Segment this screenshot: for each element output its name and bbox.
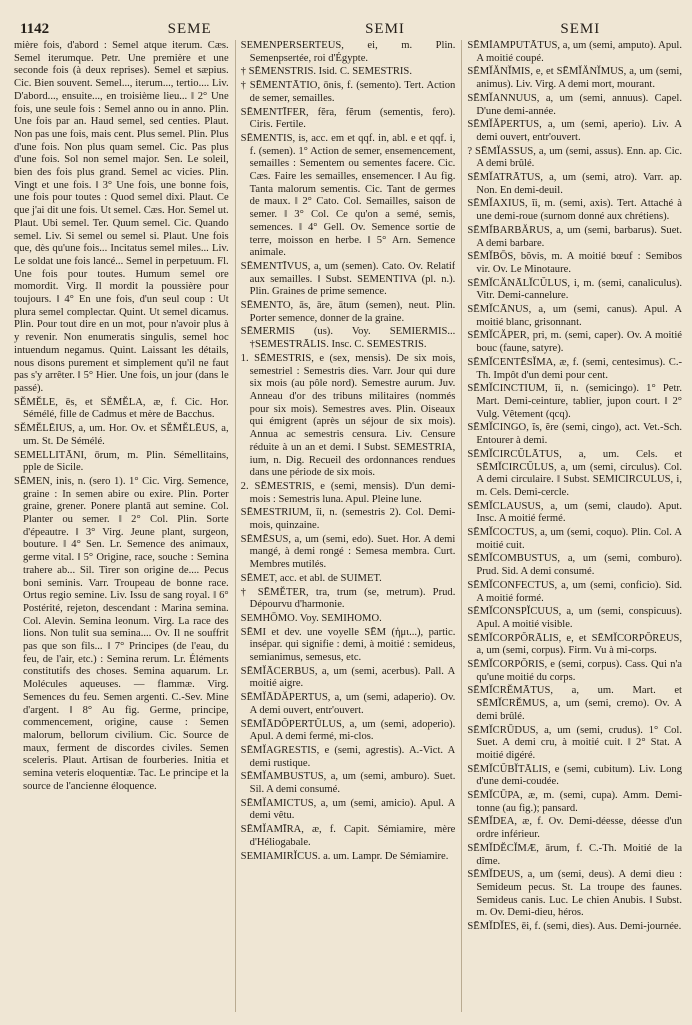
text-columns: [14, 40, 682, 1012]
dictionary-entry: 1. SĒMESTRIS, e (sex, mensis). De six mois, semestriel : Semestris dies. Varr. Jour qui dure six mois (au pôle nord). Semestre aurum. Juv. Anneau d'or des tribuns militaires (nommés pour six mois). Semestres aves. Plin. Oiseaux qui émigrent (après un séjour de six mois). Annua ac semestris censura. Liv. Censure réduite à un an et demi. ‖ Subst. SEMESTRIA, ium, n. Dig. Recueil des ordonnances rendues dans une période de six mois.: [240, 352, 456, 479]
dictionary-entry: † SĒMENTĀTIO, ōnis, f. (semento). Tert. Action de semer, semailles.: [240, 80, 456, 104]
dictionary-entry: SEMENPERSERTEŬS, ei, m. Plin. Semenpsertée, roi d'Égypte.: [240, 40, 456, 64]
dictionary-entry: SĒMĬANNUUS, a, um (semi, annuus). Capel. D'une demi-année.: [467, 92, 682, 117]
dictionary-entry: SĒMĬCŬBĬTĀLIS, e (semi, cubitum). Liv. Long d'une demi-coudée.: [467, 763, 682, 788]
dictionary-entry: SEMELLITĀNI, ōrum, m. Plin. Sémellitains, pple de Sicile.: [14, 449, 229, 474]
dictionary-entry: SĒMĬBARBĂRUS, a, um (semi, barbarus). Suet. A demi barbare.: [467, 224, 682, 249]
page-header: [20, 14, 678, 38]
dictionary-entry: SĒMĬCRŪDUS, a, um (semi, crudus). 1° Col. Suet. A demi cru, à moitié cuit. ‖ 2° Stat. A moitié digéré.: [467, 724, 682, 761]
dictionary-entry: SĒMĬDĔCĬMÆ, ārum, f. C.-Th. Moitié de la dîme.: [467, 842, 682, 867]
page-number: 1142: [20, 21, 50, 37]
dictionary-entry: SĒMĬCINCTIUM, ĭi, n. (semicingo). 1° Petr. Mart. Demi-ceinture, tablier, jupon court. ‖ 2° Vulg. Vêtement (qcq).: [467, 383, 682, 420]
dictionary-entry: SĒMĬĀCERBUS, a, um (semi, acerbus). Pall. A moitié aigre.: [240, 665, 456, 690]
dictionary-entry: SĒMĬAMICTUS, a, um (semi, amicio). Apul. A demi vêtu.: [240, 797, 456, 822]
dictionary-entry: SĒMĬCLAUSUS, a, um (semi, claudo). Aput. Insc. A moitié fermé.: [467, 500, 682, 525]
dictionary-entry: SĒMĬCŪPA, æ, m. (semi, cupa). Amm. Demi-tonne (au fig.); pansard.: [467, 790, 682, 814]
dictionary-entry: mière fois, d'abord : Semel atque iterum. Cæs. Semel iterumque. Petr. Une première et une seconde fois (à deux reprises). Semel et sæpius. Cic. Bien souvent. Semel..., iterum..., tertio.... Liv. D'abord..., ensuite..., en troisième lieu... ‖ 2° Une fois, une seule fois : Semel anno ou in anno. Plin. Une fois par an. Haud semel, sed centies. Plaut. Non pas une fois, mais cent. Plus semel. Plin. Plus d'une fois. Non plus quam semel. Cic. Pas plus d'une fois. Sol non semel major. Sen. Le soleil, bien des fois plus grand. Semel ac vicies. Plin. Vingt et une fois. ‖ 3° Une fois, une bonne fois, une fois pour toutes : Quod semel dixi. Plaut. Ce que j'ai dit une fois. Ut semel. Cæs. Hor. Semel ut. Plaut. Ubi semel. Ter. Quum semel. Cic. Quando semel. Liv. Si semel ou semel si. Plaut. Une fois que, dès qu'une fois... Incitatus semel miles... Liv. Le soldat une fois lancé... Semel in perpetuum. Fl. Une fois pour toutes. Humum semel ore momordit. Virg. Il mordit la poussière pour toujours. ‖ 4° En une fois, d'un seul coup : Ut plura semel complectar. Quint. Ut semel dicamus. Plin. Pour tout dire en un mot, pour n'avoir plus à y revenir. Non enumeratis singulis, semel hoc intuendum negamus. Quint. Laissant les détails, nous disons purement et simplement qu'il ne faut pas s'y arrêter. ‖ 5° Hier. Une fois, un jour (dans le passé).: [14, 40, 229, 394]
dictionary-entry: SĒMĬCIRCŬLĀTUS, a, um. Cels. et SĒMĬCIRCŬLUS, a, um (semi, circulus). Col. A demi circulaire. ‖ Subst. SEMICIRCULUS, i, m. Cels. Demi-cercle.: [467, 448, 682, 498]
dictionary-entry: SĒMERMIS (us). Voy. SEMIERMIS... †SEMESTRĀLIS. Insc. C. SEMESTRIS.: [240, 326, 456, 351]
dictionary-entry: SĒMĬAMĪRA, æ, f. Capit. Sémiamire, mère d'Héliogabale.: [240, 824, 456, 848]
center-running-headword: SEMI: [365, 21, 405, 37]
dictionary-entry: SĔMĔLĒIUS, a, um. Hor. Ov. et SĔMĔLĒUS, a, um. St. De Sémélé.: [14, 423, 229, 447]
column-right: [461, 40, 682, 1012]
dictionary-entry: SĔMĔLE, ēs, et SĔMĔLA, æ, f. Cic. Hor. Sémélé, fille de Cadmus et mère de Bacchus.: [14, 396, 229, 421]
dictionary-entry: SĒMESTRIUM, ĭi, n. (semestris 2). Col. Demi-mois, quinzaine.: [240, 507, 456, 532]
dictionary-entry: SĒMĬDEUS, a, um (semi, deus). A demi dieu : Semideum pecus. St. La troupe des faunes. Semideus canis. Luc. Le chien Anubis. ‖ Subst. m. Ov. Demi-dieu, héros.: [467, 869, 682, 919]
dictionary-entry: SĒMĬCRĔMĀTUS, a, um. Mart. et SĒMĬCRĔMUS, a, um (semi, cremo). Ov. A demi brûlé.: [467, 685, 682, 722]
dictionary-entry: SĒMENTĪVUS, a, um (semen). Cato. Ov. Relatif aux semailles. ‖ Subst. SEMENTIVA (pl. n.). Plin. Graines de prime semence.: [240, 260, 456, 298]
dictionary-entry: SĒMĬBŌS, bŏvis, m. A moitié bœuf : Semibos vir. Ov. Le Minotaure.: [467, 251, 682, 275]
dictionary-entry: SĒMĬCONSPĬCUUS, a, um (semi, conspicuus). Apul. A moitié visible.: [467, 606, 682, 630]
column-middle: [235, 40, 456, 1012]
dictionary-entry: † SĒMENSTRIS. Isid. C. SEMESTRIS.: [240, 66, 412, 78]
dictionary-entry: SĒMET, acc. et abl. de SUIMET.: [240, 572, 382, 584]
dictionary-entry: SĒMĬCORPŎRIS, e (semi, corpus). Cass. Qui n'a qu'une moitié du corps.: [467, 659, 682, 683]
dictionary-entry: SĒMĬCOMBUSTUS, a, um (semi, comburo). Prud. Sid. A demi consumé.: [467, 553, 682, 578]
dictionary-entry: SĒMĬDĬES, ēi, f. (semi, dies). Aus. Demi-journée.: [467, 921, 682, 933]
dictionary-entry: SĒMĬAMPŬTĀTUS, a, um (semi, amputo). Apul. A moitié coupé.: [467, 40, 682, 64]
dictionary-entry: SĒMĬCINGO, ĭs, ĕre (semi, cingo), act. Vet.-Sch. Entourer à demi.: [467, 422, 682, 447]
dictionary-entry: SĒMĬCĂNĀLĬCŬLUS, i, m. (semi, canaliculus). Vitr. Demi-cannelure.: [467, 277, 682, 302]
dictionary-entry: SĒMI et dev. une voyelle SĒM (ἡμι...), partic. insépar. qui signifie : demi, à moitié : semideus, semianimus, semesus, etc.: [240, 626, 456, 664]
dictionary-entry: SĒMĬAXIUS, ĭi, m. (semi, axis). Tert. Attaché à une demi-roue (surnom donné aux chrétiens).: [467, 198, 682, 223]
dictionary-entry: SĒMĬCORPŎRĀLIS, e, et SĒMĬCORPŎREUS, a, um (semi, corpus). Firm. Vu à mi-corps.: [467, 632, 682, 657]
dictionary-entry: SEMHŌMO. Voy. SEMIHOMO.: [240, 612, 382, 624]
dictionary-entry: SĒMĒSUS, a, um (semi, edo). Suet. Hor. A demi mangé, à demi rongé : Semesa membra. Curt. Membres mutilés.: [240, 533, 456, 571]
dictionary-entry: SĒMĬAGRESTIS, e (semi, agrestis). A.-Vict. A demi rustique.: [240, 744, 456, 769]
dictionary-entry: SĒMENTO, ās, āre, ātum (semen), neut. Plin. Porter semence, donner de la graine.: [240, 300, 456, 324]
dictionary-entry: SĒMĬĂPERTUS, a, um (semi, aperio). Liv. A demi ouvert, entr'ouvert.: [467, 119, 682, 143]
right-running-headword: SEMI: [560, 21, 601, 37]
dictionary-entry: SĒMENTĪFER, fĕra, fĕrum (sementis, fero). Ciris. Fertile.: [240, 106, 456, 131]
dictionary-entry: SĒMĬCĀNUS, a, um (semi, canus). Apul. A moitié blanc, grisonnant.: [467, 304, 682, 328]
dictionary-entry: SĒMĬĀDŎPERTŬLUS, a, um (semi, adoperio). Apul. A demi fermé, mi-clos.: [240, 718, 456, 743]
dictionary-entry: SĒMĬAMBUSTUS, a, um (semi, amburo). Suet. Sil. A demi consumé.: [240, 771, 456, 796]
dictionary-entry: SĒMĬCĂPER, pri, m. (semi, caper). Ov. A moitié bouc (faune, satyre).: [467, 330, 682, 355]
dictionary-entry: SEMIAMIRĬCUS. a. um. Lampr. De Sémiamire.: [240, 850, 449, 862]
column-left: [14, 40, 229, 1012]
dictionary-entry: SĒMĬATRĀTUS, a, um (semi, atro). Varr. ap. Non. En demi-deuil.: [467, 172, 682, 196]
dictionary-entry: SĒMĬCENTĒSĬMA, æ, f. (semi, centesimus). C.-Th. Impôt d'un demi pour cent.: [467, 356, 682, 381]
dictionary-entry: SĒMĬCOCTUS, a, um (semi, coquo). Plin. Col. A moitié cuit.: [467, 527, 682, 551]
left-running-headword: SEME: [167, 21, 212, 37]
dictionary-entry: ? SĒMĬASSUS, a, um (semi, assus). Enn. ap. Cic. A demi brûlé.: [467, 145, 682, 170]
dictionary-entry: SĒMĬDEA, æ, f. Ov. Demi-déesse, déesse d'un ordre inférieur.: [467, 816, 682, 841]
dictionary-entry: SĒMĬĀDĂPERTUS, a, um (semi, adaperio). Ov. A demi ouvert, entr'ouvert.: [240, 692, 456, 716]
dictionary-entry: SĒMĬCONFECTUS, a, um (semi, conficio). Sid. A moitié formé.: [467, 579, 682, 604]
dictionary-entry: SĒMEN, inis, n. (sero 1). 1° Cic. Virg. Semence, graine : In semen abire ou exire. Plin. Porter graine, grener. Ponere plantā aut semine. Col. Planter ou semer. ‖ 2° Col. Plin. Sorte d'épeautre. ‖ 3° Virg. Jeune plant, surgeon, bouture. ‖ 4° Sen. Lr. Semence des animaux, germe vital. ‖ 5° Origine, race, souche : Semina trahere ab... Sil. Tirer son origine de.... Pecus boni seminis. Varr. Troupeau de bonne race. Ortus regio semine. Liv. Issu de sang royal. ‖ 6° Postérité, rejeton, descendant : Marina semina. Col. Alevin. Semina leonum. Virg. La race des lions. Non tulit sua semina.... Ov. Il ne souffrit pas que son fils... ‖ 7° Principes (de l'eau, du feu, de l'air, etc.) : Semina rerum. Lr. Éléments constitutifs des choses. Semina aquarum. Lr. Molécules aqueuses. — flammæ. Virg. Semences du feu. Semen argenti. C.-Sev. Mine d'argent. ‖ 8° Au fig. Germe, principe, commencement, origine, cause : Semen malorum, bellorum civilium. Cic. Source de maux, ferment de discordes civiles. Semen sceleris. Plaut. Artisan de fourberies. Initia et semina veteris eloquentiæ. Tac. Le principe et la source de l'ancienne éloquence.: [14, 475, 229, 792]
dictionary-entry: † SĒMĔTER, tra, trum (se, metrum). Prud. Dépourvu d'harmonie.: [240, 586, 456, 611]
dictionary-entry: SĒMĬĂNĬMIS, e, et SĒMĬĂNĬMUS, a, um (semi, animus). Liv. Virg. A demi mort, mourant.: [467, 66, 682, 91]
dictionary-entry: SĒMENTIS, is, acc. em et qqf. in, abl. e et qqf. i, f. (semen). 1° Action de semer, ensemencement, semailles : Sementem ou sementes facere. Cic. Cæs. Faire les semailles, ensemencer. ‖ Au fig. Tanta malorum sementis. Cic. Tant de germes de maux. ‖ 2° Cato. Col. Semailles, saison de semer. ‖ 3° Col. Ce qu'on a semé, semis, semences. ‖ 4° Gell. Ov. Semence sortie de terre, moisson en herbe. ‖ 5° Arn. Semence animale.: [240, 132, 456, 259]
dictionary-entry: 2. SĒMESTRIS, e (semi, mensis). D'un demi-mois : Semestris luna. Apul. Pleine lune.: [240, 480, 456, 505]
